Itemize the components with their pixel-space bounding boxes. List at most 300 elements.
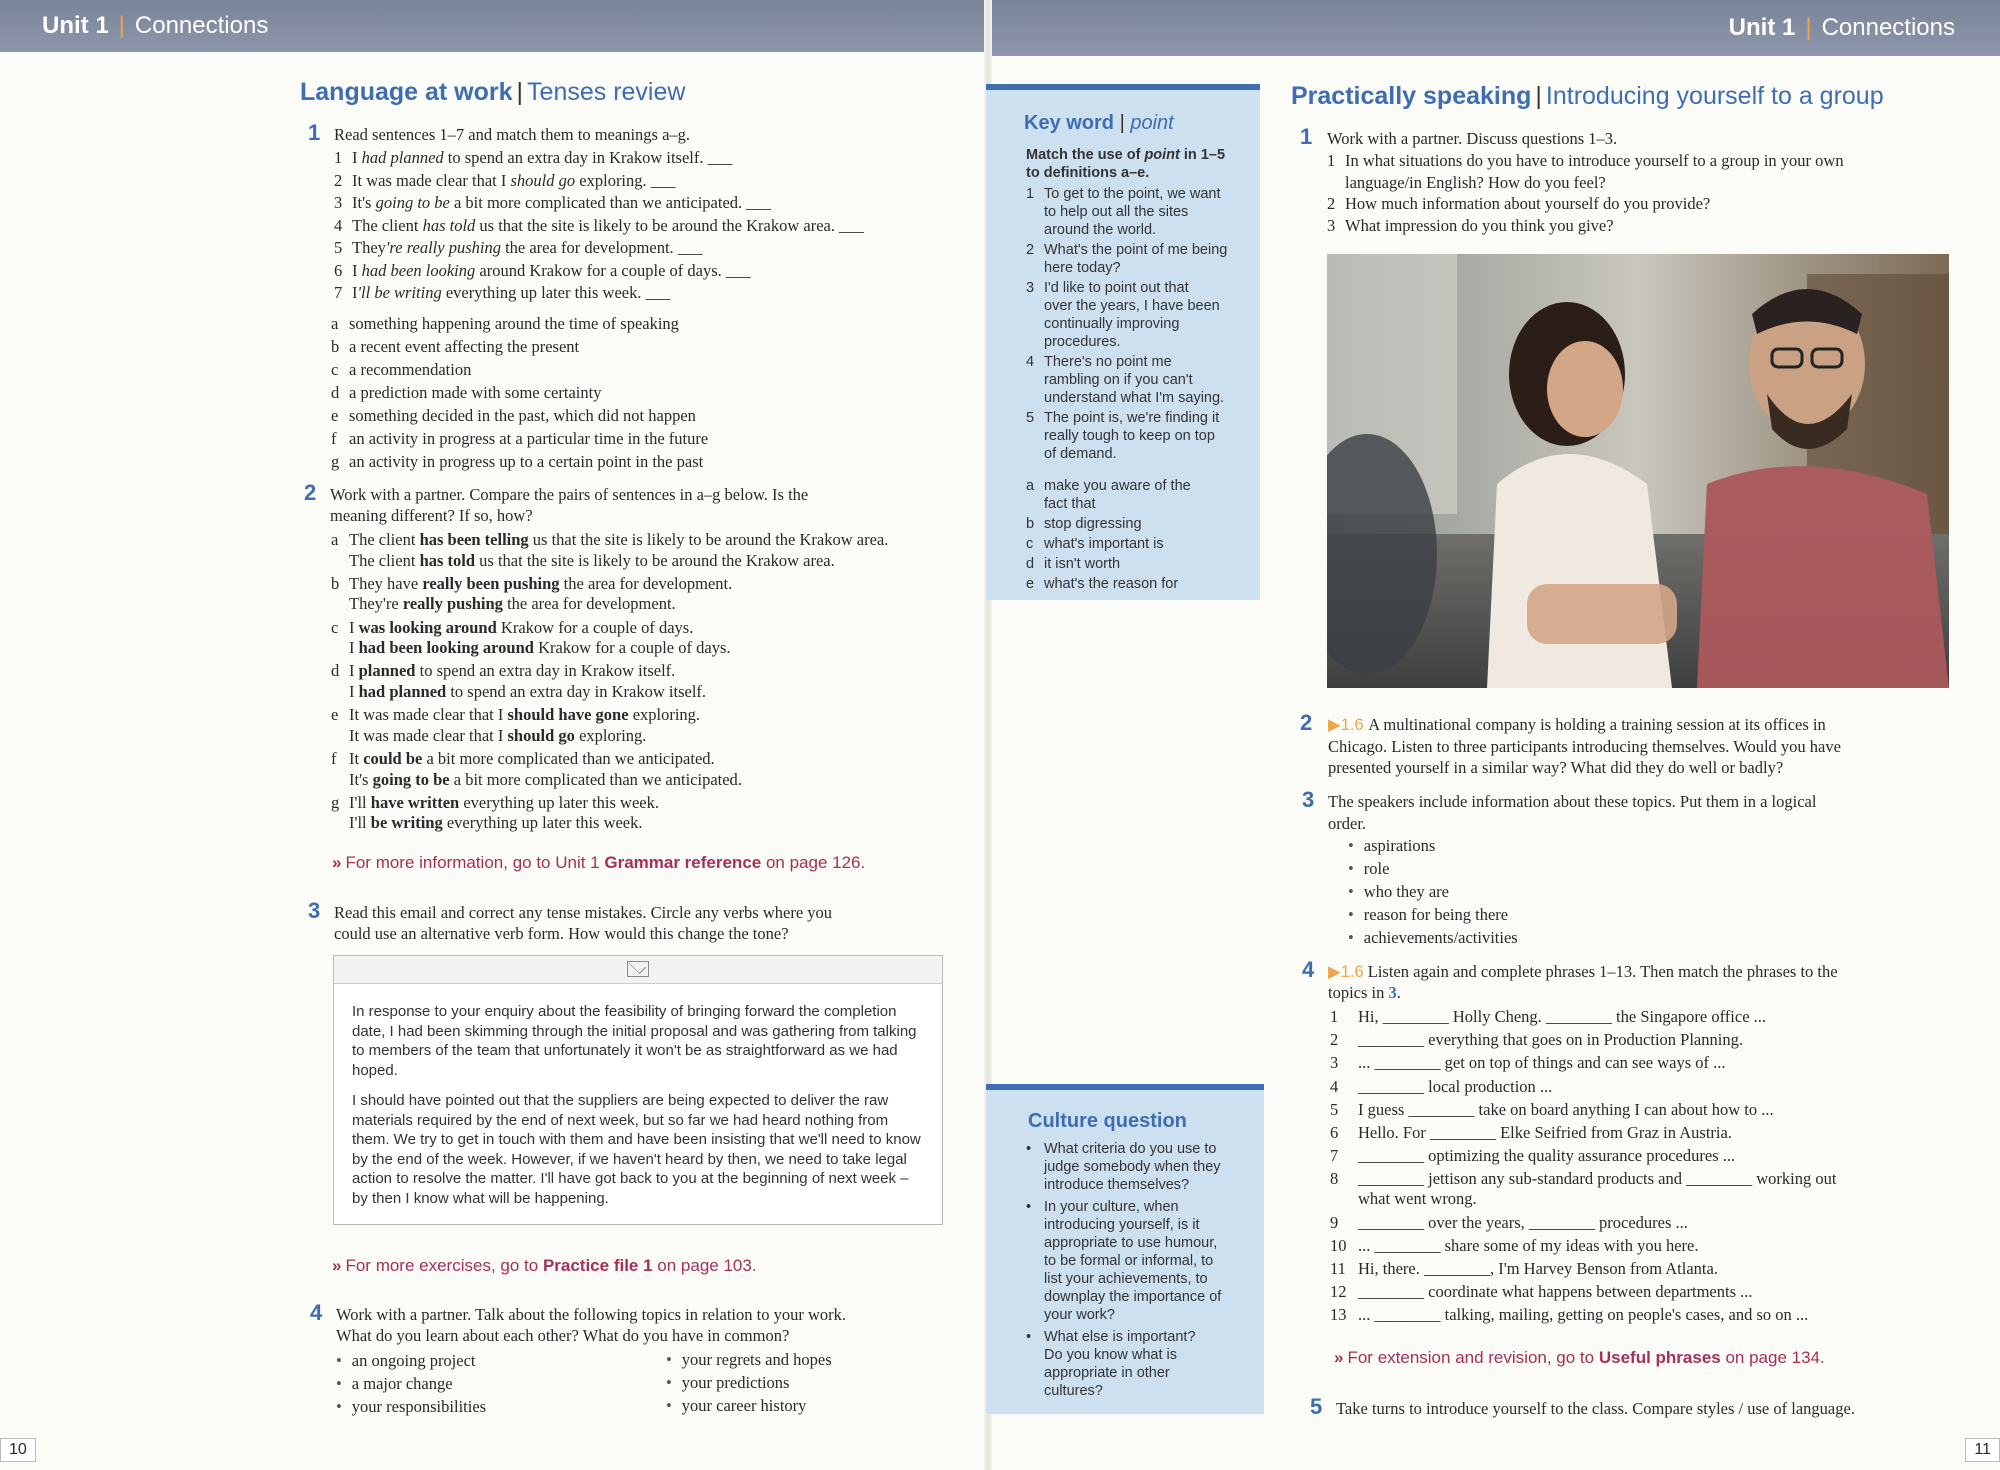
item-number: 1: [1327, 151, 1336, 170]
sentence-pair-item: [349, 550, 835, 571]
culture-question-text: list your achievements, to: [1044, 1271, 1208, 1287]
panel-title: Culture question: [1028, 1110, 1187, 1132]
item-letter: c: [331, 360, 339, 379]
definition-text: make you aware of the: [1044, 478, 1191, 494]
key-word-line: [1026, 333, 1121, 351]
unit-label: Unit 1: [1728, 14, 1796, 41]
key-word-text: understand what I'm saying.: [1044, 390, 1225, 406]
sentence-verb: had planned: [361, 148, 444, 167]
sentence-item: [334, 282, 670, 303]
sentence-pair-item: [331, 573, 732, 594]
sentence-text: a bit more complicated than we anticipated.: [449, 769, 742, 789]
grammar-reference-link[interactable]: » For more information, go to Unit 1 Grammar reference on page 126.: [332, 853, 866, 872]
topic-bullet: • reason for being there: [1348, 904, 1508, 925]
sentence-text: I: [349, 638, 359, 658]
key-word-text: here today?: [1044, 260, 1121, 276]
item-letter: a: [331, 530, 339, 549]
sentence-text: It's: [349, 769, 373, 789]
sentence-text: the area for development. ___: [500, 238, 703, 257]
sentence-text: It: [349, 749, 364, 768]
key-word-text: procedures.: [1044, 334, 1121, 350]
question-text: What impression do you think you give?: [1345, 215, 1614, 235]
phrase-item: [1330, 1122, 1732, 1143]
exercise-instruction: topics in 3.: [1328, 983, 1401, 1002]
key-word-text: What's the point of me being: [1044, 242, 1228, 258]
item-number: 1: [1330, 1007, 1339, 1026]
sentence-verb: planned: [358, 661, 416, 681]
meaning-item: [331, 313, 679, 334]
item-letter: d: [331, 383, 340, 402]
key-word-line: [1026, 259, 1121, 277]
sentence-text: I: [349, 681, 359, 701]
item-number: 3: [1327, 215, 1336, 235]
topic-bullet: • your predictions: [666, 1372, 789, 1393]
sentence-text: They have: [349, 573, 423, 593]
panel-instruction: to definitions a–e.: [1026, 165, 1150, 181]
item-number: 1: [334, 148, 343, 167]
exercise-line: [1328, 714, 1826, 736]
question-line: [1327, 215, 1614, 236]
item-letter: e: [331, 406, 339, 425]
exercise-text: presented yourself in a similar way? What did they do well or badly?: [1328, 758, 1784, 777]
meaning-item: [331, 405, 696, 426]
sentence-text: a bit more complicated than we anticipated. ___: [449, 193, 772, 212]
sentence-text: us that the site is likely to be around the Krakow area.: [475, 550, 835, 570]
item-number: 10: [1330, 1235, 1347, 1255]
sentence-pair-item: [349, 725, 646, 746]
sentence-text: the area for development.: [502, 594, 676, 614]
sentence-verb: has told: [422, 215, 476, 235]
item-letter: d: [331, 661, 340, 681]
culture-question-text: your work?: [1044, 1307, 1115, 1323]
phrase-item: [1330, 1029, 1743, 1050]
key-word-line: [1026, 279, 1189, 297]
exercise-instruction: Work with a partner. Talk about the following topics in relation to your work.: [336, 1305, 846, 1324]
question-text: How much information about yourself do you provide?: [1345, 194, 1711, 213]
item-number: 3: [1026, 280, 1035, 296]
topic-bullet: • your career history: [666, 1395, 806, 1416]
page-number-right: 11: [1965, 1438, 2000, 1462]
topic-bullet: • who they are: [1348, 881, 1449, 902]
sentence-verb: really been pushing: [422, 573, 560, 593]
culture-question-text: In your culture, when: [1044, 1199, 1179, 1215]
sentence-text: around Krakow for a couple of days. ___: [475, 260, 751, 280]
item-number: 7: [334, 283, 343, 302]
topic-bullet: • an ongoing project: [336, 1350, 476, 1371]
sentence-item: [334, 147, 732, 168]
meaning-text: a recommendation: [349, 360, 472, 379]
sentence-text: The client: [352, 215, 423, 235]
culture-question-line: [1026, 1176, 1189, 1194]
sentence-text: I'll: [349, 813, 371, 833]
audio-play-icon[interactable]: ▶: [1328, 963, 1341, 981]
culture-question-text: introducing yourself, is it: [1044, 1217, 1200, 1233]
sentence-text: us that the site is likely to be around the Krakow area. ___: [475, 215, 864, 235]
exercise-line: [1328, 757, 1783, 778]
phrase-item: [1330, 1076, 1552, 1097]
sentence-pair-item: [331, 617, 693, 638]
sentence-item: [334, 170, 676, 191]
exercise-line: [1328, 736, 1841, 757]
culture-question-text: introduce themselves?: [1044, 1177, 1190, 1193]
phrase-text: ... ________ get on top of things and can see ways of ...: [1358, 1053, 1726, 1073]
sentence-pair-item: [331, 529, 888, 550]
item-letter: e: [1026, 576, 1035, 592]
phrase-item: [1330, 1006, 1766, 1027]
question-text: language/in English? How do you feel?: [1345, 172, 1606, 192]
topic-bullet: • your responsibilities: [336, 1396, 486, 1417]
key-word-text: I'd like to point out that: [1044, 280, 1189, 296]
section-title-language-at-work: Language at work | Tenses review: [300, 78, 686, 106]
sentence-text: I: [352, 148, 362, 167]
sentence-pair-item: [349, 681, 706, 702]
culture-question-text: appropriate in other: [1044, 1365, 1170, 1381]
sentence-text: exploring.: [628, 705, 701, 725]
culture-question-line: [1026, 1382, 1103, 1400]
sentence-text: I: [349, 617, 359, 637]
topic-bullet: • achievements/activities: [1348, 927, 1518, 948]
sentence-verb: going to be: [372, 769, 450, 789]
exercise-line: [1328, 791, 1816, 812]
key-word-line: [1026, 241, 1227, 259]
phrase-text: ________ jettison any sub-standard products and ________ working out: [1358, 1169, 1837, 1189]
key-word-text: to help out all the sites: [1044, 204, 1189, 220]
culture-question-text: appropriate to use humour,: [1044, 1235, 1218, 1251]
item-number: 5: [1026, 410, 1035, 426]
definition-line: [1026, 535, 1164, 553]
sentence-pair-item: [349, 769, 742, 790]
culture-question-line: [1026, 1288, 1221, 1306]
item-number: 3: [334, 193, 343, 212]
key-word-line: [1026, 371, 1193, 389]
sentence-text: to spend an extra day in Krakow itself.: [415, 661, 676, 681]
exercise-number: 4: [1302, 957, 1315, 982]
key-word-text: The point is, we're finding it: [1044, 410, 1220, 426]
definition-line: [1026, 515, 1142, 533]
page-header-left: Unit 1 | Connections: [0, 0, 985, 52]
phrase-text: ________ optimizing the quality assurance procedures ...: [1358, 1146, 1736, 1166]
item-number: 5: [1330, 1099, 1339, 1119]
sentence-text: us that the site is likely to be around the Krakow area.: [528, 530, 889, 549]
exercise-instruction: could use an alternative verb form. How would this change the tone?: [334, 924, 789, 943]
exercise-text: The speakers include information about these topics. Put them in a logical: [1328, 792, 1817, 811]
exercise-number: 2: [304, 480, 317, 505]
audio-track-number: 1.6: [1340, 716, 1369, 734]
item-number: 11: [1330, 1259, 1346, 1278]
definition-line: [1026, 575, 1178, 593]
sentence-verb: going to be: [375, 193, 450, 212]
key-word-text: rambling on if you can't: [1044, 372, 1193, 388]
culture-question-text: cultures?: [1044, 1383, 1103, 1399]
sentence-verb: 're really pushing: [385, 238, 501, 257]
sentence-text: The client: [349, 530, 420, 549]
exercise-number: 5: [1310, 1394, 1323, 1419]
sentence-verb: had been looking around: [358, 638, 534, 658]
unit-label: Unit 1: [42, 12, 109, 39]
sentence-item: [334, 215, 864, 236]
sentence-text: I: [349, 661, 359, 681]
exercise-instruction: Read this email and correct any tense mistakes. Circle any verbs where you: [334, 903, 833, 922]
sentence-text: It was made clear that I: [349, 705, 508, 725]
exercise-number: 3: [308, 898, 321, 923]
exercise-instruction: meaning different? If so, how?: [330, 506, 533, 525]
culture-question-line: [1026, 1198, 1179, 1216]
meaning-text: a prediction made with some certainty: [349, 383, 602, 402]
key-word-line: [1026, 409, 1219, 427]
sentence-text: exploring. ___: [575, 170, 676, 190]
item-number: 1: [1026, 186, 1035, 202]
item-letter: g: [331, 792, 340, 812]
meaning-item: [331, 451, 703, 472]
phrase-text: ________ local production ...: [1358, 1076, 1553, 1096]
item-number: 2: [1330, 1030, 1339, 1050]
sentence-text: I: [352, 283, 358, 302]
culture-question-line: [1026, 1158, 1221, 1176]
key-word-line: [1026, 315, 1179, 333]
item-letter: a: [1026, 478, 1035, 494]
item-number: 6: [334, 260, 343, 280]
practice-file-link[interactable]: » For more exercises, go to Practice file 1 on page 103.: [332, 1256, 757, 1275]
phrase-item: [1330, 1235, 1698, 1256]
definition-line: [1026, 495, 1096, 513]
item-number: 13: [1330, 1305, 1347, 1325]
key-word-text: around the world.: [1044, 222, 1157, 238]
meaning-item: [331, 359, 471, 380]
sentence-verb: was looking around: [358, 617, 497, 637]
envelope-icon: [627, 961, 649, 977]
definition-text: what's important is: [1044, 536, 1164, 552]
item-letter: f: [331, 749, 337, 768]
exercise-instruction: Work with a partner. Compare the pairs of sentences in a–g below. Is the: [330, 485, 809, 504]
culture-question-text: to be formal or informal, to: [1044, 1253, 1214, 1269]
item-letter: c: [1026, 536, 1034, 552]
phrase-text: Hi, ________ Holly Cheng. ________ the Singapore office ...: [1358, 1007, 1767, 1026]
exercise-number: 4: [310, 1300, 323, 1325]
key-word-line: [1026, 221, 1156, 239]
exercise-instruction: ▶1.6 Listen again and complete phrases 1–13. Then match the phrases to the: [1328, 962, 1838, 981]
phrase-item: [1330, 1145, 1735, 1166]
question-text: In what situations do you have to introduce yourself to a group in your own: [1345, 151, 1844, 170]
culture-question-line: [1026, 1234, 1217, 1252]
sentence-text: everything up later this week.: [459, 792, 659, 812]
sentence-text: everything up later this week.: [442, 813, 643, 833]
definition-text: what's the reason for: [1044, 576, 1179, 592]
item-letter: b: [331, 573, 340, 593]
exercise-number: 2: [1300, 710, 1313, 735]
exercise-instruction: Work with a partner. Discuss questions 1–3.: [1327, 129, 1618, 148]
item-number: 8: [1330, 1169, 1339, 1189]
sentence-text: It was made clear that I: [352, 170, 511, 190]
phrase-item: [1330, 1281, 1753, 1302]
item-number: 2: [334, 170, 343, 190]
email-box: [333, 955, 943, 1225]
item-number: 4: [1026, 354, 1035, 370]
email-paragraph: I should have pointed out that the suppliers are being expected to deliver the raw materials required by the end of next week, but so far we had heard nothing from them. We try to get in touch with them and have been insisting that we'll need to know by the end of the week. However, if we haven't heard by then, we need to take legal action to resolve the matter. I'll have got back to you at the beginning of next week – by then I know what will be happening.: [352, 1092, 921, 1207]
phrase-item: [1330, 1304, 1808, 1325]
definition-text: fact that: [1044, 496, 1096, 512]
bullet-dot: •: [1026, 1199, 1032, 1215]
culture-question-line: [1026, 1306, 1115, 1324]
topic-bullet: • your regrets and hopes: [666, 1349, 832, 1370]
item-number: 12: [1330, 1282, 1347, 1302]
key-word-text: There's no point me: [1044, 354, 1172, 370]
photo-illustration: [1327, 254, 1949, 688]
sentence-verb: has told: [419, 550, 476, 570]
phrase-text: ________ coordinate what happens between departments ...: [1358, 1282, 1753, 1302]
exercise-instruction: Read sentences 1–7 and match them to meanings a–g.: [334, 125, 691, 144]
item-letter: e: [331, 705, 339, 725]
sentence-text: a bit more complicated than we anticipated.: [422, 749, 715, 768]
exercise-text: Chicago. Listen to three participants introducing themselves. Would you have: [1328, 736, 1841, 756]
useful-phrases-link[interactable]: » For extension and revision, go to Useful phrases on page 134.: [1334, 1348, 1825, 1367]
item-letter: d: [1026, 556, 1035, 572]
panel-title: Key word | point: [1024, 112, 1174, 134]
phrase-text: Hello. For ________ Elke Seifried from Graz in Austria.: [1358, 1123, 1732, 1142]
item-letter: c: [331, 617, 339, 637]
phrase-item: [1330, 1099, 1774, 1120]
sentence-verb: has been telling: [419, 530, 529, 549]
sentence-text: to spend an extra day in Krakow itself.: [446, 681, 707, 701]
item-letter: g: [331, 452, 340, 471]
sentence-pair-item: [331, 704, 700, 725]
sentence-verb: could be: [363, 749, 423, 768]
email-toolbar: [334, 956, 942, 984]
culture-question-line: [1026, 1328, 1196, 1346]
phrase-item: [1330, 1168, 1836, 1189]
sentence-text: They're: [349, 594, 403, 614]
sentence-item: [334, 260, 751, 281]
bullet-dot: •: [1026, 1329, 1032, 1345]
meaning-text: an activity in progress up to a certain point in the past: [349, 452, 704, 471]
sentence-verb: should go: [507, 725, 575, 745]
sentence-pair-item: [349, 812, 643, 833]
culture-question-line: [1026, 1216, 1200, 1234]
exercise-instruction: Take turns to introduce yourself to the class. Compare styles / use of language.: [1336, 1399, 1855, 1418]
phrase-text: I guess ________ take on board anything I can about how to ...: [1358, 1099, 1774, 1119]
question-line: [1327, 150, 1844, 171]
key-word-text: over the years, I have been: [1044, 298, 1220, 314]
meaning-text: an activity in progress at a particular time in the future: [349, 429, 709, 448]
item-number: 4: [334, 215, 343, 235]
topic-bullet: • role: [1348, 858, 1389, 879]
sentence-pair-item: [331, 792, 659, 813]
phrase-item: [1330, 1188, 1477, 1209]
culture-question-text: What criteria do you use to: [1044, 1141, 1217, 1157]
page-header-right: Unit 1 | Connections: [990, 0, 2000, 56]
item-number: 4: [1330, 1076, 1339, 1096]
definition-text: stop digressing: [1044, 516, 1142, 532]
exercise-text: A multinational company is holding a training session at its offices in: [1368, 715, 1826, 734]
sentence-text: to spend an extra day in Krakow itself. ___: [443, 148, 733, 167]
key-word-line: [1026, 389, 1224, 407]
sentence-text: I'll: [349, 792, 371, 812]
sentence-item: [334, 237, 703, 258]
sentence-pair-item: [331, 748, 715, 769]
meaning-item: [331, 382, 601, 403]
phrase-item: [1330, 1212, 1688, 1233]
definition-text: it isn't worth: [1044, 556, 1121, 572]
definition-line: [1026, 477, 1191, 495]
sentence-verb: had planned: [358, 681, 447, 701]
culture-question-text: judge somebody when they: [1044, 1159, 1221, 1175]
email-paragraph: In response to your enquiry about the feasibility of bringing forward the completion date, I had been skimming through the initial proposal and was gathering from talking to members of the team that unfortunately it won't be as straightforward as we had hoped.: [352, 1003, 917, 1079]
item-letter: a: [331, 314, 339, 333]
question-line: [1327, 193, 1710, 214]
item-number: 2: [1327, 194, 1336, 213]
item-letter: b: [1026, 516, 1035, 532]
item-number: 6: [1330, 1123, 1339, 1142]
sentence-text: It's: [352, 193, 376, 212]
audio-play-icon[interactable]: ▶: [1328, 716, 1341, 734]
phrase-text: what went wrong.: [1358, 1189, 1477, 1209]
exercise-number: 3: [1302, 787, 1315, 812]
key-word-line: [1026, 297, 1220, 315]
exercise-number: 1: [308, 120, 321, 145]
sentence-verb: should have gone: [507, 705, 629, 725]
sentence-text: Krakow for a couple of days.: [533, 638, 731, 658]
item-letter: f: [331, 429, 337, 448]
item-number: 7: [1330, 1146, 1339, 1166]
item-number: 5: [334, 238, 343, 257]
item-number: 2: [1026, 242, 1035, 258]
meaning-text: a recent event affecting the present: [349, 337, 580, 356]
key-word-text: To get to the point, we want: [1044, 186, 1221, 202]
key-word-line: [1026, 445, 1117, 463]
sentence-pair-item: [349, 593, 676, 614]
sentence-verb: should go: [510, 170, 576, 190]
sentence-text: They: [352, 238, 386, 257]
sentence-item: [334, 192, 771, 213]
question-line: [1345, 172, 1606, 193]
key-word-text: continually improving: [1044, 316, 1180, 332]
sentence-text: It was made clear that I: [349, 725, 508, 745]
panel-instruction: Match the use of point in 1–5: [1026, 147, 1226, 163]
exercise-number: 1: [1300, 124, 1313, 149]
key-word-text: of demand.: [1044, 446, 1117, 462]
phrase-text: Hi, there. ________, I'm Harvey Benson from Atlanta.: [1358, 1259, 1718, 1278]
meaning-text: something decided in the past, which did not happen: [349, 406, 696, 425]
topic-bullet: • aspirations: [1348, 835, 1435, 856]
phrase-text: ________ everything that goes on in Production Planning.: [1358, 1030, 1743, 1050]
sentence-pair-item: [349, 637, 731, 658]
bullet-dot: •: [1026, 1141, 1032, 1157]
sentence-verb: really pushing: [402, 594, 503, 614]
exercise-instruction: What do you learn about each other? What do you have in common?: [336, 1326, 790, 1345]
sentence-text: Krakow for a couple of days.: [496, 617, 694, 637]
sentence-text: the area for development.: [559, 573, 733, 593]
culture-question-text: What else is important?: [1044, 1329, 1196, 1345]
sentence-verb: have written: [370, 792, 460, 812]
phrase-item: [1330, 1258, 1718, 1279]
topic-bullet: • a major change: [336, 1373, 453, 1394]
culture-question-line: [1026, 1252, 1213, 1270]
phrase-text: ... ________ talking, mailing, getting on people's cases, and so on ...: [1358, 1305, 1809, 1325]
exercise-line: [1328, 813, 1366, 834]
culture-question-line: [1026, 1270, 1208, 1288]
meaning-item: [331, 336, 579, 357]
key-word-line: [1026, 203, 1188, 221]
phrase-text: ... ________ share some of my ideas with you here.: [1358, 1235, 1699, 1255]
item-letter: b: [331, 337, 340, 356]
meaning-text: something happening around the time of speaking: [349, 314, 679, 333]
culture-question-line: [1026, 1140, 1216, 1158]
item-number: 3: [1330, 1053, 1339, 1073]
culture-question-text: downplay the importance of: [1044, 1289, 1222, 1305]
key-word-text: really tough to keep on top: [1044, 428, 1215, 444]
sentence-verb: had been looking: [361, 260, 476, 280]
culture-question-line: [1026, 1364, 1170, 1382]
sentence-text: The client: [349, 550, 420, 570]
